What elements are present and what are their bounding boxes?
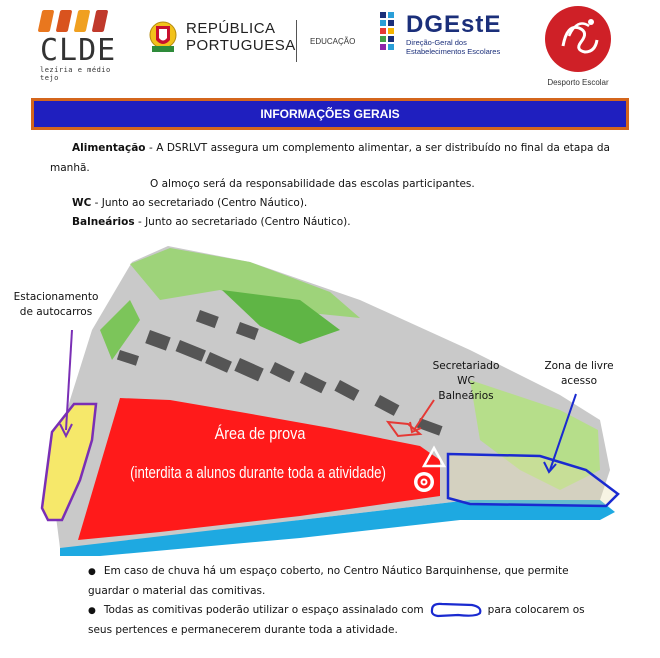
event-map bbox=[0, 238, 660, 558]
parking-label-2: de autocarros bbox=[19, 306, 93, 318]
desporto-escolar-label: Desporto Escolar bbox=[547, 78, 609, 87]
bullet-comitivas-after: para colocarem os seus pertences e permanecerem durante toda a atividade. bbox=[88, 604, 585, 636]
bullet-list bbox=[88, 562, 608, 640]
dgeste-title: DGEstE bbox=[406, 11, 502, 38]
alimentacao-text: - A DSRLVT assegura um complemento alimentar, a ser distribuído no final da etapa da manhã. bbox=[50, 142, 610, 174]
bullet-item-rain bbox=[88, 562, 608, 601]
coat-of-arms-icon bbox=[148, 18, 178, 56]
dgeste-logo bbox=[380, 12, 501, 56]
wc-paragraph bbox=[72, 197, 307, 209]
desporto-escolar-logo bbox=[540, 6, 616, 87]
balnearios-label: Balneários bbox=[72, 216, 135, 228]
dgeste-subtitle-1: Direção-Geral dos bbox=[406, 38, 467, 47]
bullet-dot-icon: ● bbox=[88, 567, 96, 577]
zone-outline-icon bbox=[428, 601, 484, 619]
dgeste-subtitle-2: Estabelecimentos Escolares bbox=[406, 47, 501, 56]
zona-label-1: Zona de livre bbox=[544, 360, 614, 372]
clde-title: CLDE bbox=[40, 33, 117, 68]
clde-logo bbox=[40, 10, 118, 82]
balnearios-text: - Junto ao secretariado (Centro Náutico). bbox=[134, 216, 351, 228]
wc-text: - Junto ao secretariado (Centro Náutico). bbox=[91, 197, 308, 209]
secretariado-label-3: Balneários bbox=[438, 390, 494, 402]
bullet-rain-text: Em caso de chuva há um espaço coberto, no Centro Náutico Barquinhense, que permite guardar o material das comitivas. bbox=[88, 565, 569, 597]
balnearios-paragraph bbox=[72, 216, 351, 228]
secretariado-annotation bbox=[416, 359, 516, 404]
zona-label-2: acesso bbox=[560, 375, 598, 387]
zona-annotation bbox=[534, 359, 624, 389]
parking-annotation bbox=[6, 290, 106, 320]
restricted-area-title: Área de prova bbox=[214, 424, 306, 443]
secretariado-label-1: Secretariado bbox=[432, 360, 500, 372]
parking-label-1: Estacionamento bbox=[13, 291, 99, 303]
bullet-item-comitivas bbox=[88, 601, 608, 640]
republica-line2: PORTUGUESA bbox=[186, 37, 296, 54]
republica-line1: REPÚBLICA bbox=[186, 20, 276, 37]
dgeste-emblem-icon bbox=[380, 12, 402, 56]
clde-emblem bbox=[40, 10, 118, 32]
control-point-icon bbox=[414, 472, 434, 492]
department-label: EDUCAÇÃO bbox=[310, 37, 356, 46]
desporto-escolar-emblem-icon bbox=[545, 6, 611, 72]
alimentacao-paragraph bbox=[50, 138, 610, 178]
secretariado-label-2: WC bbox=[457, 375, 475, 387]
clde-subtitle: lezíria e médio tejo bbox=[40, 66, 111, 82]
bullet-comitivas-before: Todas as comitivas poderão utilizar o espaço assinalado com bbox=[103, 604, 424, 616]
restricted-area-subtitle: (interdita a alunos durante toda a atividade) bbox=[130, 463, 386, 482]
republica-portuguesa-logo bbox=[148, 18, 296, 56]
section-banner bbox=[31, 98, 629, 130]
section-title: INFORMAÇÕES GERAIS bbox=[260, 107, 400, 121]
almoco-text: O almoço será da responsabilidade das escolas participantes. bbox=[150, 178, 475, 190]
alimentacao-label: Alimentação bbox=[72, 142, 146, 154]
bullet-dot-icon: ● bbox=[88, 606, 96, 616]
header-divider bbox=[296, 20, 297, 62]
wc-label: WC bbox=[72, 197, 92, 209]
header-logos bbox=[0, 0, 660, 95]
